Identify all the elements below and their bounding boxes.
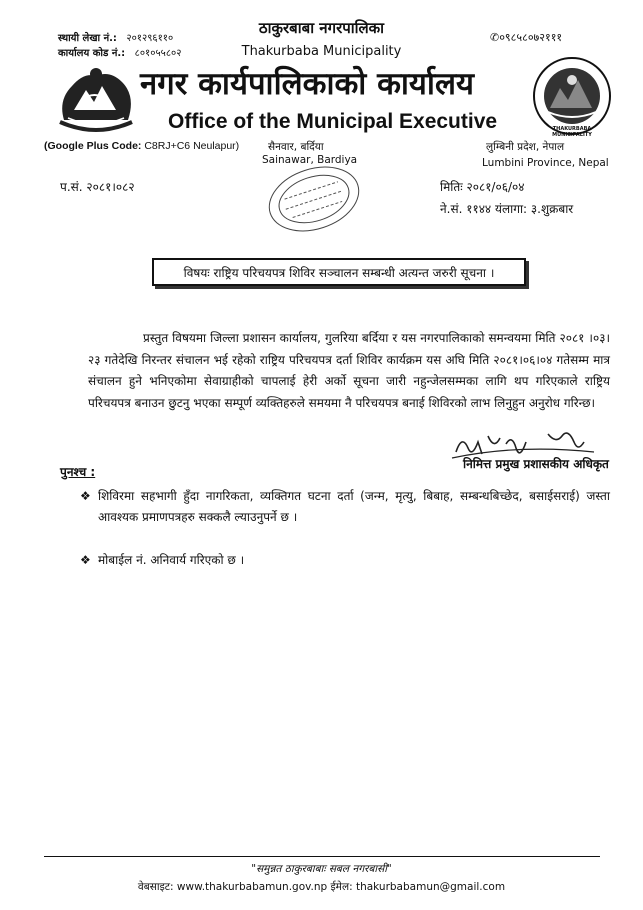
postscript-item-text: मोबाईल नं. अनिवार्य गरिएको छ । bbox=[98, 553, 245, 567]
office-code: कार्यालय कोड नं.: ८०१०५५८०२ bbox=[58, 48, 182, 59]
postscript-item bbox=[80, 550, 610, 571]
nepal-emblem-logo bbox=[54, 60, 138, 136]
letter-date: मितिः २०८१/०६/०४ bbox=[440, 180, 525, 194]
postscript-item-text: शिविरमा सहभागी हुँदा नागरिकता, व्यक्तिगत घटना दर्ता (जन्म, मृत्यु, बिबाह, सम्बन्धबिच्छेद, बसाईसराई) जस्ता आवश्यक प्रमाणपत्रहरु सक्कलै ल्याउनुपर्ने छ । bbox=[98, 489, 610, 524]
office-stamp bbox=[262, 160, 366, 238]
reference-number: प.सं. २०८१।०८२ bbox=[60, 180, 135, 194]
footer-slogan: "समुन्नत ठाकुरबाबाः सबल नगरबासी" bbox=[251, 863, 392, 875]
phone-number: ✆०९८५८०७२१११ bbox=[490, 31, 563, 44]
signatory-title: निमित्त प्रमुख प्रशासकीय अधिकृत bbox=[463, 457, 609, 471]
municipality-name-english: Thakurbaba Municipality bbox=[241, 44, 402, 59]
round-logo-text: THAKURBABA MUNICIPALITY bbox=[552, 126, 592, 138]
postscript-heading: पुनश्च : bbox=[60, 465, 96, 479]
subject-text: विषयः राष्ट्रिय परिचयपत्र शिविर सञ्चालन सम्बन्धी अत्यन्त जरुरी सूचना । bbox=[183, 265, 495, 280]
municipality-round-logo bbox=[532, 56, 612, 136]
local-address-english: Sainawar, Bardiya bbox=[262, 154, 358, 166]
office-title-nepali: नगर कार्यपालिकाको कार्यालय bbox=[140, 66, 474, 102]
province-nepali: लुम्बिनी प्रदेश, नेपाल bbox=[486, 141, 565, 153]
postscript-item bbox=[80, 486, 610, 528]
letter-body bbox=[88, 328, 610, 414]
footer-divider bbox=[44, 856, 600, 857]
local-address-nepali: सैनवार, बर्दिया bbox=[268, 141, 324, 153]
subject-box bbox=[152, 258, 526, 286]
nepal-samvat-date: ने.सं. ११४४ यंलागा: ३.शुक्रबार bbox=[440, 202, 574, 216]
province-english: Lumbini Province, Nepal bbox=[482, 157, 609, 169]
municipality-name-nepali: ठाकुरबाबा नगरपालिका bbox=[258, 19, 385, 37]
permanent-account-number: स्थायी लेखा नं.: २०१२९६११० bbox=[58, 33, 174, 44]
office-title-english: Office of the Municipal Executive bbox=[168, 110, 498, 133]
bullet-diamond-icon: ❖ bbox=[80, 553, 91, 567]
body-paragraph: प्रस्तुत विषयमा जिल्ला प्रशासन कार्यालय, गुलरिया बर्दिया र यस नगरपालिकाको समन्वयमा मिति २०८१ ।०३।२३ गतेदेखि निरन्तर संचालन भई रहेको राष्ट्रिय परिचयपत्र दर्ता शिविर कार्यक्रम यस अघि मिति २०८१।०६।०४ गतेसम्म मात्र संचालन हुने भनिएकोमा सेवाग्राहीको चापलाई हेरी अर्को सूचना जारी नहुन्जेलसम्मका लागि थप गरिएकाले राष्ट्रिय परिचयपत्र बनाउन छुटनु भएका सम्पूर्ण व्यक्तिहरुले समयमा नै परिचयपत्र बनाई शिविरको लाभ लिनुहुन अनुरोध गरिन्छ। bbox=[88, 331, 610, 410]
footer-contact: वेबसाइट: www.thakurbabamun.gov.np ईमेल: thakurbabamun@gmail.com bbox=[137, 881, 506, 893]
google-plus-code: (Google Plus Code: C8RJ+C6 Neulapur) bbox=[44, 140, 240, 152]
bullet-diamond-icon: ❖ bbox=[80, 489, 91, 503]
